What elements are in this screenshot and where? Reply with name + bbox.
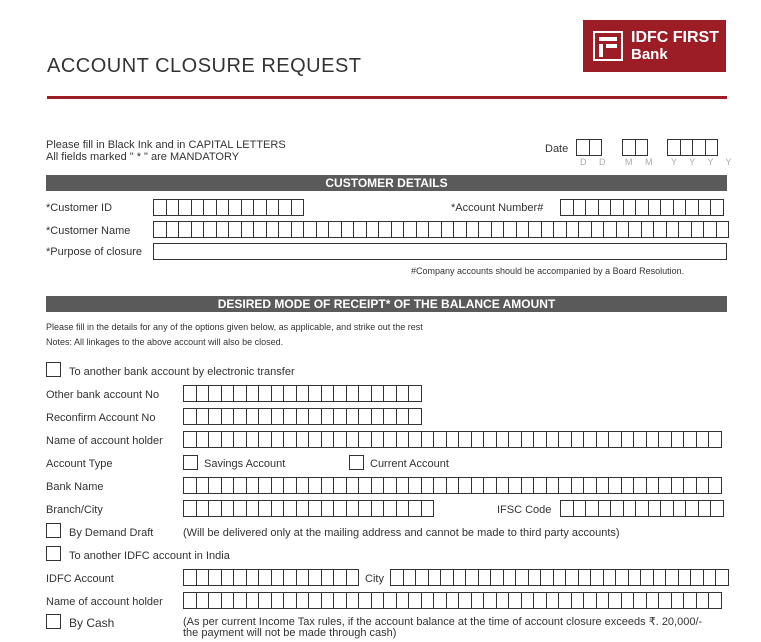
savings-account-label: Savings Account <box>204 458 286 470</box>
reconfirm-account-label: Reconfirm Account No <box>46 412 156 424</box>
idfc-account-boxes[interactable] <box>183 569 359 586</box>
bank-logo-icon <box>593 31 623 61</box>
idfc-account-checkbox[interactable] <box>46 546 61 561</box>
customer-details-heading: CUSTOMER DETAILS <box>46 175 727 191</box>
customer-id-label: *Customer ID <box>46 202 113 214</box>
logo-text-line1: IDFC FIRST <box>631 29 719 46</box>
bank-name-label: Bank Name <box>46 481 104 493</box>
logo-text-line2: Bank <box>631 46 668 63</box>
ifsc-boxes[interactable] <box>560 500 724 517</box>
date-label: Date <box>545 143 569 155</box>
other-bank-account-boxes[interactable] <box>183 385 422 402</box>
receipt-note-1: Please fill in the details for any of the options given below, as applicable, and strike out the rest <box>46 322 423 332</box>
demand-draft-label: By Demand Draft <box>69 527 154 539</box>
demand-draft-note: (Will be delivered only at the mailing address and cannot be made to third party accounts) <box>183 527 620 539</box>
cash-note-line2: the payment will not be made through cash) <box>183 627 397 639</box>
idfc-account-option-label: To another IDFC account in India <box>69 550 230 562</box>
other-bank-account-label: Other bank account No <box>46 389 160 401</box>
savings-account-checkbox[interactable] <box>183 455 198 470</box>
branch-city-boxes[interactable] <box>183 500 434 517</box>
page-title: ACCOUNT CLOSURE REQUEST <box>47 55 362 77</box>
branch-city-label: Branch/City <box>46 504 103 516</box>
customer-id-boxes[interactable] <box>153 199 304 216</box>
account-type-label: Account Type <box>46 458 113 470</box>
date-yyyy-hint: Y Y Y Y <box>671 157 737 167</box>
idfc-account-label: IDFC Account <box>46 573 114 585</box>
ifsc-label: IFSC Code <box>497 504 552 516</box>
instruction-line1: Please fill in Black Ink and in CAPITAL LETTERS <box>46 139 286 151</box>
bank-logo <box>583 20 726 72</box>
account-number-label: *Account Number# <box>451 202 544 214</box>
idfc-account-holder-label: Name of account holder <box>46 596 163 608</box>
current-account-checkbox[interactable] <box>349 455 364 470</box>
demand-draft-checkbox[interactable] <box>46 523 61 538</box>
account-holder-label: Name of account holder <box>46 435 163 447</box>
electronic-transfer-label: To another bank account by electronic transfer <box>69 366 295 378</box>
header-divider <box>47 96 727 99</box>
cash-checkbox[interactable] <box>46 614 61 629</box>
date-mm-hint: M M <box>625 157 658 167</box>
date-month-boxes[interactable] <box>622 139 648 156</box>
date-year-boxes[interactable] <box>667 139 718 156</box>
customer-name-label: *Customer Name <box>46 225 131 237</box>
receipt-mode-heading: DESIRED MODE OF RECEIPT* OF THE BALANCE AMOUNT <box>46 296 727 312</box>
purpose-label: *Purpose of closure <box>46 246 142 258</box>
date-day-boxes[interactable] <box>576 139 602 156</box>
instruction-line2: All fields marked " * " are MANDATORY <box>46 151 240 163</box>
cash-note-line1: (As per current Income Tax rules, if the account balance at the time of account closure exceeds ₹. 20,000/- <box>183 616 703 628</box>
idfc-account-holder-boxes[interactable] <box>183 592 722 609</box>
date-dd-hint: D D <box>580 157 611 167</box>
receipt-note-2: Notes: All linkages to the above account will also be closed. <box>46 337 284 347</box>
purpose-field[interactable] <box>153 243 727 260</box>
city-boxes[interactable] <box>390 569 729 586</box>
current-account-label: Current Account <box>370 458 449 470</box>
customer-name-boxes[interactable] <box>153 221 729 238</box>
city-label: City <box>365 573 384 585</box>
cash-label: By Cash <box>69 616 115 630</box>
reconfirm-account-boxes[interactable] <box>183 408 422 425</box>
bank-name-boxes[interactable] <box>183 477 722 494</box>
company-accounts-note: #Company accounts should be accompanied by a Board Resolution. <box>411 266 685 276</box>
account-holder-boxes[interactable] <box>183 431 722 448</box>
electronic-transfer-checkbox[interactable] <box>46 362 61 377</box>
account-number-boxes[interactable] <box>560 199 724 216</box>
